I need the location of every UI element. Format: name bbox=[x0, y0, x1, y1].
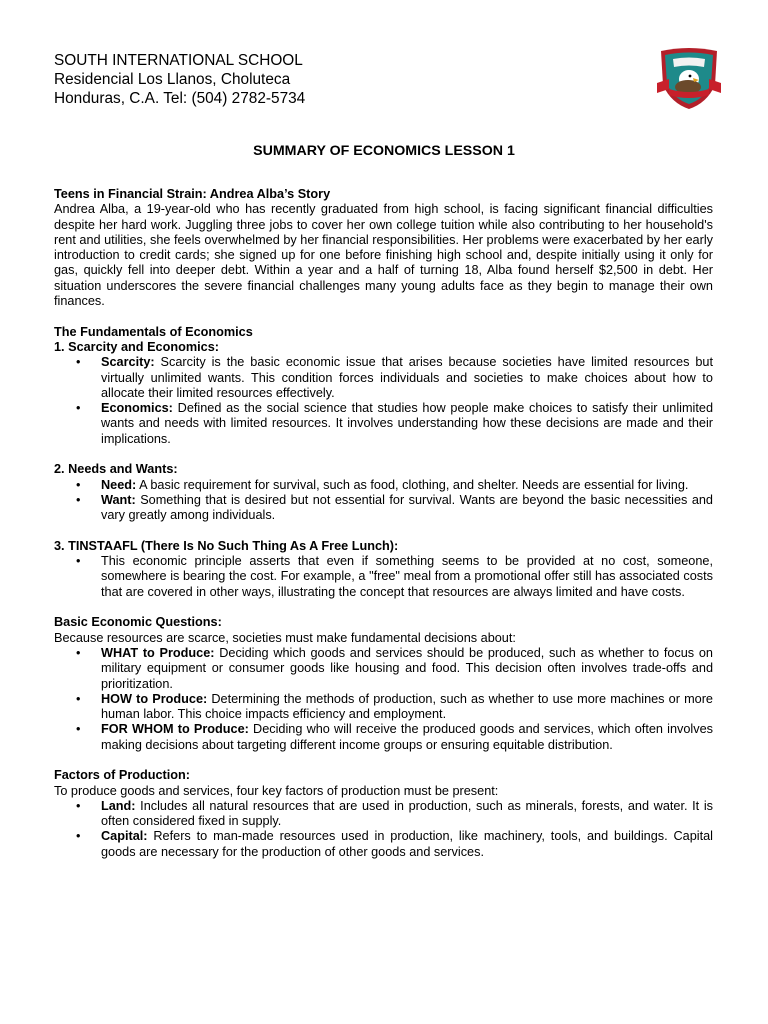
term-label: FOR WHOM to Produce: bbox=[101, 722, 249, 737]
fundamentals-heading: The Fundamentals of Economics bbox=[54, 324, 253, 339]
section-heading: 1. Scarcity and Economics: bbox=[54, 339, 219, 354]
bullet-icon: • bbox=[76, 477, 81, 492]
term-label: Need: bbox=[101, 477, 137, 492]
list-item bbox=[54, 493, 713, 524]
page-title: SUMMARY OF ECONOMICS LESSON 1 bbox=[253, 143, 515, 159]
bullet-list bbox=[54, 554, 713, 600]
section-heading: 3. TINSTAAFL (There Is No Such Thing As A Free Lunch): bbox=[54, 538, 399, 553]
list-item bbox=[54, 692, 713, 723]
questions-heading: Basic Economic Questions: bbox=[54, 615, 222, 630]
section-heading: 2. Needs and Wants: bbox=[54, 462, 178, 477]
term-label: Economics: bbox=[101, 401, 173, 416]
list-item bbox=[54, 799, 713, 830]
term-definition: A basic requirement for survival, such as food, clothing, and shelter. Needs are essential for living. bbox=[136, 477, 689, 492]
school-name: SOUTH INTERNATIONAL SCHOOL bbox=[54, 52, 303, 69]
bullet-icon: • bbox=[76, 691, 81, 706]
school-location: Honduras, C.A. Tel: (504) 2782-5734 bbox=[54, 90, 306, 107]
bullet-icon: • bbox=[76, 645, 81, 660]
story-heading: Teens in Financial Strain: Andrea Alba’s Story bbox=[54, 187, 331, 201]
bullet-icon: • bbox=[76, 355, 81, 370]
term-definition: Scarcity is the basic economic issue that arises because societies have limited resources but virtually unlimited wants. This condition forces individuals and societies to make choices about how to allocate their limited resources effectively. bbox=[101, 355, 713, 400]
list-item bbox=[54, 829, 713, 860]
term-definition: Deciding which goods and services should be produced, such as whether to focus on military equipment or consumer goods like housing and food. This decision often involves trade-offs and prioritization. bbox=[101, 645, 713, 691]
list-item bbox=[54, 401, 713, 447]
term-definition: Something that is desired but not essential for survival. Wants are beyond the basic necessities and vary greatly among individuals. bbox=[101, 492, 713, 523]
term-label: Want: bbox=[101, 492, 136, 507]
school-header bbox=[54, 51, 305, 108]
term-label: Capital: bbox=[101, 829, 148, 844]
term-label: Land: bbox=[101, 798, 136, 813]
term-definition: Determining the methods of production, such as whether to use more machines or more human labor. This choice impacts efficiency and employment. bbox=[101, 691, 713, 722]
term-definition: This economic principle asserts that even if something seems to be provided at no cost, someone, somewhere is bearing the cost. For example, a "free" meal from a promotional offer still has associated costs that are covered in other ways, illustrating the concept that resources are always limited and have costs. bbox=[101, 554, 713, 599]
bullet-icon: • bbox=[76, 401, 81, 416]
bullet-icon: • bbox=[76, 829, 81, 844]
term-label: WHAT to Produce: bbox=[101, 645, 215, 660]
bullet-list bbox=[54, 646, 713, 753]
school-address: Residencial Los Llanos, Choluteca bbox=[54, 71, 291, 88]
term-definition: Deciding who will receive the produced goods and services, which often involves making decisions about targeting different income groups or ensuring equitable distribution. bbox=[101, 722, 713, 752]
school-crest-eagle-icon bbox=[655, 45, 723, 111]
bullet-icon: • bbox=[76, 722, 81, 737]
term-definition: Defined as the social science that studies how people make choices to satisfy their unlimited wants and needs with limited resources. It involves understanding how these decisions are made and their implications. bbox=[101, 401, 713, 446]
term-label: Scarcity: bbox=[101, 355, 155, 370]
list-item bbox=[54, 554, 713, 600]
story-body: Andrea Alba, a 19-year-old who has recently graduated from high school, is facing significant financial difficulties despite her hard work. Juggling three jobs to cover her own college tuition while also contributing to her household's rent and utilities, she feels overwhelmed by her financial responsibilities. Her problems were exacerbated by her early introduction to credit cards; she signed up for one before finishing high school and, despite initially using it only for gas, quickly fell into deeper debt. Within a year and a half of turning 18, Alba found herself $2,500 in debt. Her situation underscores the severe financial challenges many young adults face as they begin to manage their own finances. bbox=[54, 202, 713, 309]
bullet-icon: • bbox=[76, 492, 81, 507]
term-definition: Refers to man-made resources used in production, like machinery, tools, and buildings. Capital goods are necessary for the production of other goods and services. bbox=[101, 829, 713, 859]
bullet-list bbox=[54, 799, 713, 860]
bullet-list bbox=[54, 355, 713, 447]
bullet-list bbox=[54, 478, 713, 524]
bullet-icon: • bbox=[76, 798, 81, 813]
bullet-icon: • bbox=[76, 554, 81, 569]
factors-intro: To produce goods and services, four key factors of production must be present: bbox=[54, 783, 499, 798]
list-item bbox=[54, 355, 713, 401]
questions-intro: Because resources are scarce, societies must make fundamental decisions about: bbox=[54, 630, 516, 645]
term-label: HOW to Produce: bbox=[101, 691, 208, 706]
list-item bbox=[54, 478, 713, 493]
factors-heading: Factors of Production: bbox=[54, 768, 191, 783]
document-body bbox=[54, 187, 713, 860]
list-item bbox=[54, 646, 713, 692]
list-item bbox=[54, 722, 713, 753]
term-definition: Includes all natural resources that are used in production, such as minerals, forests, and water. It is often considered fixed in supply. bbox=[101, 798, 713, 829]
